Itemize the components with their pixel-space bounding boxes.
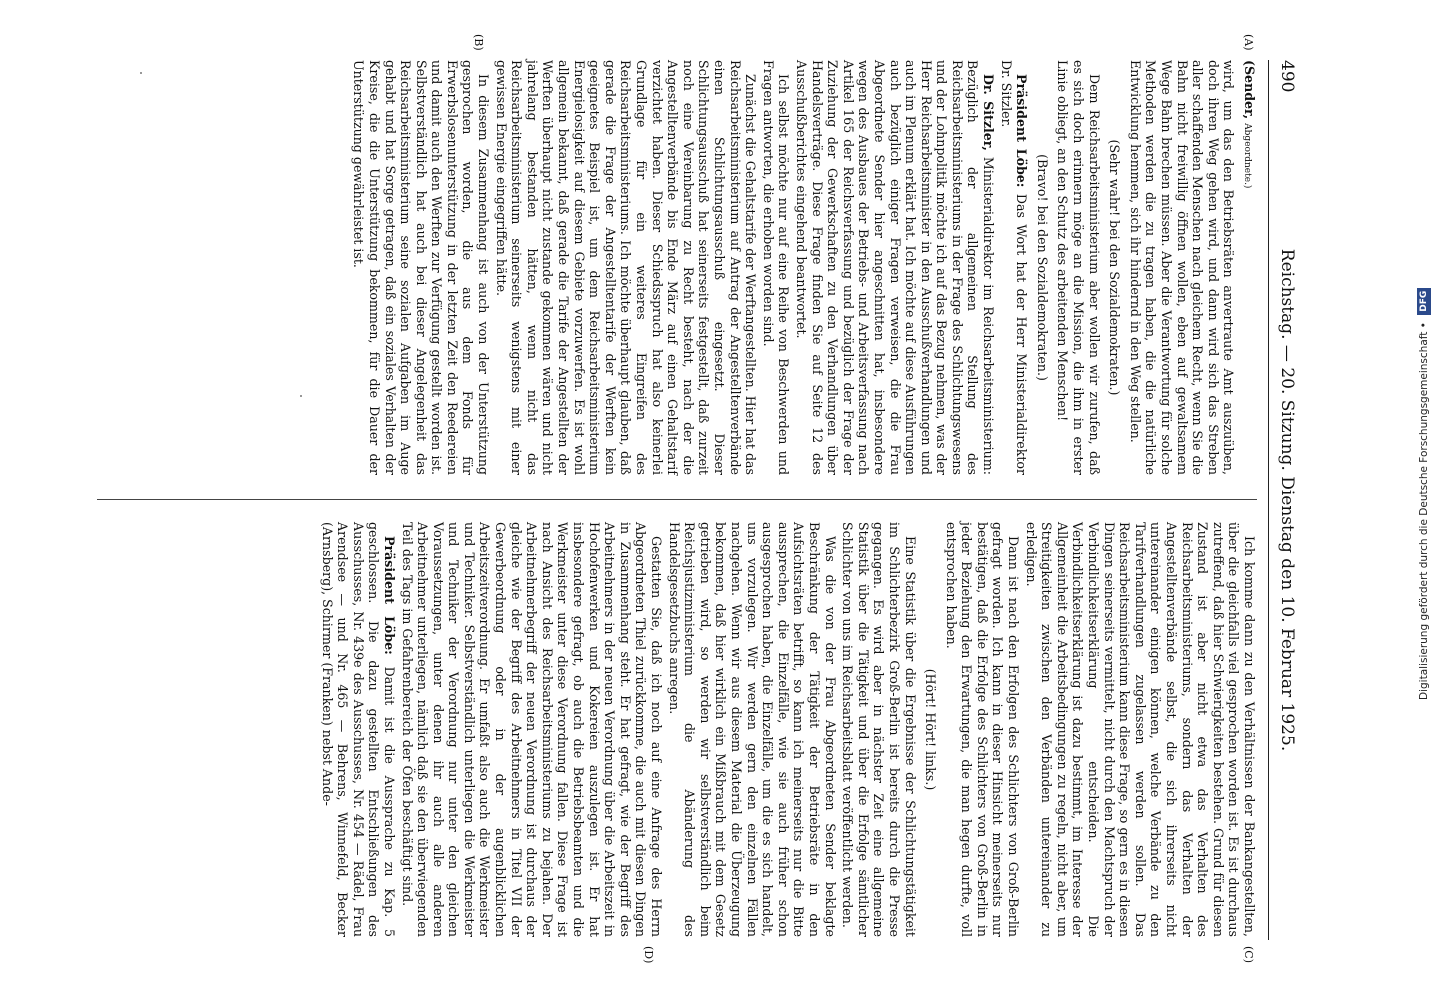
scan-speck <box>140 72 142 74</box>
speaker-name: Präsident Löbe: <box>381 536 397 655</box>
speaker-name: (Sender, <box>1242 60 1257 120</box>
paragraph: Dem Reichsarbeitsministerium aber wollen wir zurufen, daß es sich doch erinnern möge an die Mission, die ihm in erster Linie obliegt, an den Schutz des arbeitenden Menschen! <box>1055 60 1102 475</box>
margin-mark-b: (B) <box>472 34 485 51</box>
left-column <box>349 60 1257 475</box>
interjection: (Bravo! bei den Sozialdemokraten.) <box>1034 154 1050 381</box>
funding-text: Digitalisierung gefördert durch die Deutsche Forschungsgemeinschaft • <box>1418 322 1430 700</box>
paragraph <box>319 522 397 937</box>
paragraph: Ich selbst möchte nur auf eine Reihe von Beschwerden und Fragen antworten, die erhoben worden sind. <box>760 60 792 475</box>
margin-mark-a: (A) <box>1242 34 1255 51</box>
running-title: Reichstag. — 20. Sitzung. Dienstag den 10. Februar 1925. <box>1277 248 1297 752</box>
paragraph: Dann ist nach den Erfolgen des Schlichters von Groß-Berlin gefragt worden. Ich kann in dieser Hinsicht meinerseits nur bestätigen, daß die Erfolge des Schlichters von Groß-Berlin in jeder Beziehung den Erwartungen, die man hegen durfte, voll entsprochen haben. <box>943 522 1022 937</box>
margin-mark-d: (D) <box>642 946 655 964</box>
funding-notice <box>1412 0 1434 1000</box>
interjection: (Hört! Hört! links.) <box>923 668 939 791</box>
paragraph <box>793 60 996 475</box>
right-column <box>317 522 1257 937</box>
page-number: 490 <box>1277 60 1297 93</box>
column-divider <box>97 499 1257 500</box>
speech-text: Ministerialdirektor im Reichsarbeitsministerium: Bezüglich der allgemeinen Stellung des Reichsarbeitsministeriums in der Frage des Schlichtungswesens und der Lohnpolitik möchte ich auf das Bezug nehmen, was der Herr Reichsarbeitsminister in den Ausschußverhandlungen und auch im Plenum erklärt hat. Ich möchte auf diese Ausführungen auch bezüglich einiger Fragen verweisen, die die Frau Abgeordnete Sender hier angeschnitten hat, insbesondere wegen des Ausbaues der Betriebs- und Arbeitsverfassung nach Artikel 165 der Reichsverfassung und bezüglich der Frage der Zuziehung der Gewerkschaften zu den Verhandlungen über Handelsverträge. Diese Frage finden Sie auf Seite 12 des Ausschußberichtes eingehend beantwortet. <box>793 60 997 475</box>
speech-text: Damit ist die Aussprache zu Kap. 5 geschlossen. Die dazu gestellten Entschließungen des Ausschusses, Nr. 439e des Ausschusses, Nr. 454 — Rädel, Frau Arendsee — und Nr. 465 — Behrens, Winnefeld, Becker (Arnsberg), Schirmer (Franken) nebst Ande- <box>319 522 397 938</box>
paragraph: Eine Statistik über die Ergebnisse der Schlichtungstätigkeit im Schlichterbezirk Groß-Berlin ist bereits durch die Presse gegangen. Es wird aber in nächster Zeit eine allgemeine Statistik über die Tätigkeit und über die Erfolge sämtlicher Schlichter von uns im Reichsarbeitsblatt veröffentlicht werden. <box>840 522 918 937</box>
paragraph: Ich komme dann zu den Verhältnissen der Bankangestellten, über die gleichfalls viel gesprochen worden ist. Es ist durchaus zutreffend, daß hier Schwierigkeiten bestehen. Grund für diesen Zustand ist aber nicht etwa das Verhalten des Reichsarbeitsministeriums, sondern das Verhalten der Angestelltenverbände selbst, die sich ihrerseits nicht untereinander einigen können, welche Verbände zu den Tarifverhandlungen zugelassen werden sollen. Das Reichsarbeitsministerium kann diese Frage, so gern es in diesen Dingen seinerseits vermittelt, nicht durch den Machtspruch der Verbindlichkeitserklärung entscheiden. Die Verbindlichkeitserklärung ist dazu bestimmt, im Interesse der Allgemeinheit die Arbeitsbedingungen zu regeln, nicht aber, um Streitigkeiten zwischen den Verbänden untereinander zu erledigen. <box>1023 522 1257 937</box>
speaker-role: Abgeordnete.) <box>1242 123 1252 189</box>
paragraph: Was die von der Frau Abgeordneten Sender beklagte Beschränkung der Tätigkeit der Betriebsräte in den Aufsichtsräten betrifft, so kann ich meinerseits nur die Bitte aussprechen, die Einzelfälle, wie sie auch früher schon ausgesprochen haben, die Einzelfälle, um die es sich handelt, uns vorzulegen. Wir werden gern den einzelnen Fällen nachgehen. Wenn wir aus diesem Material die Überzeugung bekommen, daß hier wirklich ein Mißbrauch mit dem Gesetz getrieben wird, so werden wir selbstverständlich beim Reichsjustizministerium die Abänderung des Handelsgesetzbuchs anregen. <box>666 522 838 937</box>
paragraph <box>998 60 1029 475</box>
speaker-line <box>1238 60 1257 475</box>
speech-text: Das Wort hat der Herr Ministerialdirektor Dr. Sitzler. <box>998 60 1030 475</box>
page-header <box>1268 60 1305 940</box>
speaker-name: Dr. Sitzler, <box>981 74 997 151</box>
scanned-page <box>75 34 1305 964</box>
paragraph: Zunächst die Gehaltstarife der Werftangestellten. Hier hat das Reichsarbeitsministerium auf Antrag der Angestelltenverbände einen Schlichtungsausschuß eingesetzt. Dieser Schlichtungsausschuß hat seinerseits festgestellt, daß zurzeit noch eine Vereinbarung zu Recht besteht, nach der die Angestelltenverbände bis Ende März auf einen Gehaltstarif verzichtet haben. Dieser Schiedsspruch hat also keinerlei Grundlage für ein weiteres Eingreifen des Reichsarbeitsministeriums. Ich möchte überhaupt glauben, daß gerade die Frage der Angestelltentarife der Werften kein geeignetes Beispiel ist, um dem Reichsarbeitsministerium Energielosigkeit auf diesem Gebiete vorzuwerfen. Es ist wohl allgemein bekannt, daß gerade die Tarife der Angestellten der Werften überhaupt nicht zustande gekommen wären und nicht jahrelang bestanden hätten, wenn nicht das Reichsarbeitsministerium seinerseits wenigstens mit einer gewissen Energie eingegriffen hätte. <box>493 60 759 475</box>
interjection: (Sehr wahr! bei den Sozialdemokraten.) <box>1107 139 1123 396</box>
speaker-name: Präsident Löbe: <box>1014 74 1030 188</box>
dfg-logo: DFG <box>1417 288 1431 315</box>
scan-speck <box>300 395 302 397</box>
paragraph: wird, um das den Betriebsräten anvertraute Amt auszuüben, doch ihren Weg gehen wird, und dann wird sich das Streben aller schaffenden Menschen nach gleichem Recht, wenn Sie die Bahn nicht freiwillig öffnen wollen, eben auf gewaltsamem Wege Bahn brechen müssen. Aber die Verantwortung für solche Methoden werden die zu tragen haben, die die natürliche Entwicklung hemmen, sich ihr hindernd in den Weg stellen. <box>1127 60 1237 475</box>
paragraph: Gestatten Sie, daß ich noch auf eine Anfrage des Herrn Abgeordneten Thiel zurückkomme, die auch mit diesen Dingen in Zusammenhang steht. Er hat gefragt, wie der Begriff des Arbeitnehmers in der neuen Verordnung über die Arbeitszeit in Hochofenwerken und Kokereien auszulegen ist. Er hat insbesondere gefragt, ob auch die Betriebsbeamten und die Werkmeister unter diese Verordnung fallen. Diese Frage ist nach Ansicht des Reichsarbeitsministeriums zu bejahen. Der Arbeitnehmerbegriff der neuen Verordnung ist durchaus der gleiche wie der Begriff des Arbeitnehmers in Titel VII der Gewerbeordnung oder in der augenblicklichen Arbeitszeitverordnung. Er umfaßt also auch die Werkmeister und Techniker. Selbstverständlich unterliegen die Werkmeister und Techniker der Verordnung nur unter den gleichen Voraussetzungen, unter denen ihr auch alle anderen Arbeitnehmer unterliegen, nämlich daß sie den überwiegenden Teil des Tags im Gefahrenbereich der Öfen beschäftigt sind. <box>399 522 665 937</box>
margin-mark-c: (C) <box>1242 946 1255 963</box>
paragraph: In diesem Zusammenhang ist auch von der Unterstützung gesprochen worden, die aus dem Fonds für Erwerbslosenunterstützung in der letzten Zeit den Reedereien und damit auch den Werften zur Verfügung gestellt worden ist. Selbstverständlich hat auch bei dieser Angelegenheit das Reichsarbeitsministerium seine sozialen Aufgaben im Auge gehabt und hat Sorge getragen, daß ein soziales Verhalten der Kreise, die die Unterstützung bekommen, für die Dauer der Unterstützung gewährleistet ist. <box>351 60 492 475</box>
